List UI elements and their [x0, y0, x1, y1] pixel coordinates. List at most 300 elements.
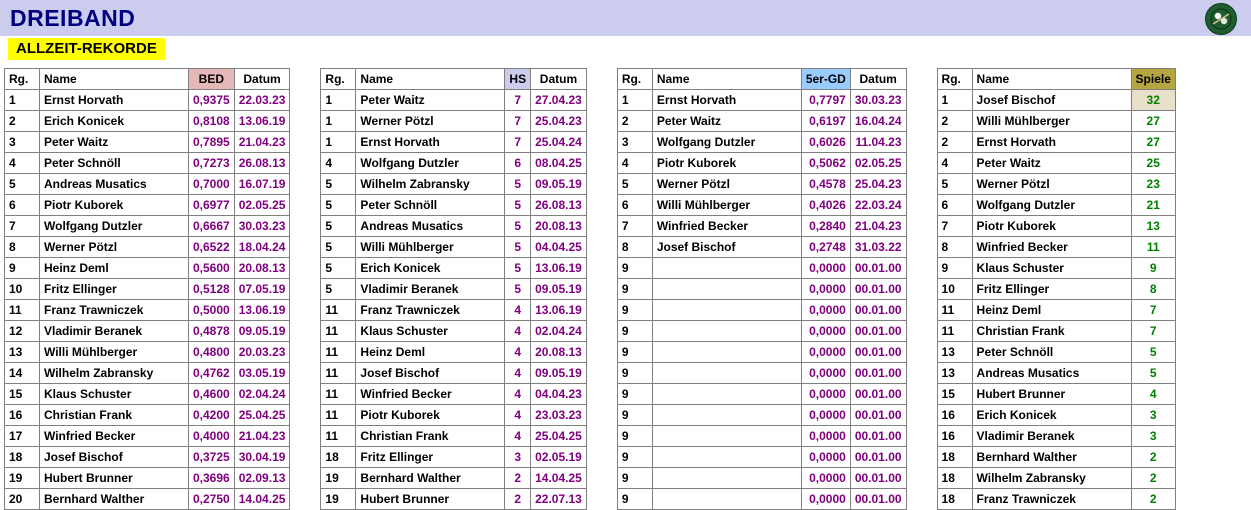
table-row	[937, 237, 1175, 258]
cell-value: 0,0000	[801, 405, 850, 426]
cell-rank: 9	[937, 258, 972, 279]
cell-name: Piotr Kuborek	[40, 195, 189, 216]
table-row	[5, 321, 290, 342]
cell-name: Winfried Becker	[356, 384, 505, 405]
cell-name: Josef Bischof	[652, 237, 801, 258]
table-row	[617, 468, 906, 489]
table-row	[937, 300, 1175, 321]
table-row	[5, 174, 290, 195]
table-row	[5, 405, 290, 426]
cell-value: 27	[1131, 132, 1175, 153]
cell-date: 25.04.23	[850, 174, 906, 195]
cell-value: 0,5600	[189, 258, 235, 279]
cell-rank: 2	[937, 111, 972, 132]
cell-rank: 7	[617, 216, 652, 237]
column-header-rank: Rg.	[617, 69, 652, 90]
table-body-bed	[5, 90, 290, 510]
cell-value: 0,0000	[801, 258, 850, 279]
table-row	[937, 153, 1175, 174]
table-row	[321, 468, 586, 489]
cell-name: Piotr Kuborek	[652, 153, 801, 174]
cell-rank: 16	[937, 426, 972, 447]
table-row	[5, 195, 290, 216]
cell-name	[652, 321, 801, 342]
cell-value: 2	[505, 468, 531, 489]
table-body-hs	[321, 90, 586, 510]
cell-rank: 11	[321, 300, 356, 321]
cell-name: Wolfgang Dutzler	[356, 153, 505, 174]
subtitle-row	[0, 36, 1251, 62]
table-row	[617, 384, 906, 405]
cell-value: 4	[505, 300, 531, 321]
table-row	[5, 90, 290, 111]
cell-value: 0,0000	[801, 279, 850, 300]
table-row	[5, 153, 290, 174]
table-row	[617, 279, 906, 300]
table-row	[617, 300, 906, 321]
cell-name: Vladimir Beranek	[40, 321, 189, 342]
cell-name	[652, 489, 801, 510]
table-row	[321, 279, 586, 300]
cell-date: 31.03.22	[850, 237, 906, 258]
cell-value: 13	[1131, 216, 1175, 237]
cell-name: Willi Mühlberger	[972, 111, 1131, 132]
cell-rank: 5	[5, 174, 40, 195]
cell-rank: 5	[617, 174, 652, 195]
table-row	[937, 426, 1175, 447]
cell-date: 30.03.23	[234, 216, 290, 237]
table-row	[617, 447, 906, 468]
table-row	[937, 258, 1175, 279]
cell-rank: 9	[617, 426, 652, 447]
cell-date: 16.04.24	[850, 111, 906, 132]
table-row	[5, 300, 290, 321]
cell-date: 22.03.23	[234, 90, 290, 111]
cell-name	[652, 468, 801, 489]
cell-name: Heinz Deml	[972, 300, 1131, 321]
cell-value: 5	[505, 237, 531, 258]
cell-date: 26.08.13	[234, 153, 290, 174]
cell-value: 4	[505, 384, 531, 405]
cell-value: 2	[1131, 468, 1175, 489]
cell-name: Josef Bischof	[40, 447, 189, 468]
cell-value: 5	[1131, 342, 1175, 363]
cell-name: Werner Pötzl	[652, 174, 801, 195]
cell-value: 7	[505, 132, 531, 153]
table-row	[937, 447, 1175, 468]
cell-rank: 5	[321, 258, 356, 279]
table-row	[937, 132, 1175, 153]
cell-rank: 5	[321, 279, 356, 300]
cell-value: 0,9375	[189, 90, 235, 111]
cell-rank: 11	[321, 342, 356, 363]
column-header-gd5: 5er-GD	[801, 69, 850, 90]
table-row	[5, 489, 290, 510]
cell-value: 0,5000	[189, 300, 235, 321]
cell-name: Hubert Brunner	[40, 468, 189, 489]
table-row	[5, 237, 290, 258]
cell-date: 08.04.25	[531, 153, 587, 174]
cell-date: 13.06.19	[531, 258, 587, 279]
cell-value: 4	[505, 363, 531, 384]
table-row	[617, 111, 906, 132]
cell-rank: 9	[617, 405, 652, 426]
cell-value: 5	[505, 279, 531, 300]
page-subtitle: ALLZEIT-REKORDE	[8, 38, 165, 60]
page-header	[0, 0, 1251, 36]
table-gd5	[617, 68, 907, 510]
cell-date: 04.04.23	[531, 384, 587, 405]
cell-value: 0,2750	[189, 489, 235, 510]
cell-name: Vladimir Beranek	[972, 426, 1131, 447]
table-row	[617, 489, 906, 510]
table-row	[617, 258, 906, 279]
cell-name: Wilhelm Zabransky	[972, 468, 1131, 489]
cell-name: Fritz Ellinger	[972, 279, 1131, 300]
column-header-bed: BED	[189, 69, 235, 90]
table-row	[321, 384, 586, 405]
cell-rank: 6	[5, 195, 40, 216]
table-bed	[4, 68, 290, 510]
table-row	[5, 258, 290, 279]
cell-name	[652, 342, 801, 363]
table-row	[321, 321, 586, 342]
cell-rank: 9	[617, 384, 652, 405]
cell-rank: 1	[617, 90, 652, 111]
cell-name: Andreas Musatics	[972, 363, 1131, 384]
cell-name: Willi Mühlberger	[356, 237, 505, 258]
cell-value: 9	[1131, 258, 1175, 279]
cell-name: Hubert Brunner	[356, 489, 505, 510]
cell-value: 0,3725	[189, 447, 235, 468]
table-row	[617, 342, 906, 363]
cell-value: 0,6977	[189, 195, 235, 216]
cell-rank: 1	[321, 132, 356, 153]
cell-date: 03.05.19	[234, 363, 290, 384]
column-header-datum: Datum	[531, 69, 587, 90]
cell-date: 00.01.00	[850, 384, 906, 405]
cell-rank: 1	[321, 111, 356, 132]
cell-rank: 11	[321, 426, 356, 447]
cell-value: 8	[1131, 279, 1175, 300]
table-row	[937, 279, 1175, 300]
cell-date: 07.05.19	[234, 279, 290, 300]
column-header-hs: HS	[505, 69, 531, 90]
cell-name: Klaus Schuster	[40, 384, 189, 405]
cell-rank: 5	[321, 216, 356, 237]
column-header-spiele: Spiele	[1131, 69, 1175, 90]
club-logo-icon	[1205, 3, 1237, 35]
table-row	[617, 153, 906, 174]
cell-name: Peter Schnöll	[972, 342, 1131, 363]
cell-name: Ernst Horvath	[972, 132, 1131, 153]
table-row	[321, 342, 586, 363]
cell-rank: 4	[5, 153, 40, 174]
cell-date: 11.04.23	[850, 132, 906, 153]
cell-name: Wolfgang Dutzler	[972, 195, 1131, 216]
table-row	[5, 447, 290, 468]
cell-date: 13.06.19	[531, 300, 587, 321]
cell-value: 0,4762	[189, 363, 235, 384]
cell-rank: 9	[617, 342, 652, 363]
cell-date: 13.06.19	[234, 111, 290, 132]
cell-date: 22.07.13	[531, 489, 587, 510]
table-row	[321, 153, 586, 174]
table-row	[321, 405, 586, 426]
cell-date: 02.04.24	[234, 384, 290, 405]
page-title: DREIBAND	[10, 4, 136, 31]
table-row	[937, 363, 1175, 384]
cell-name: Josef Bischof	[356, 363, 505, 384]
cell-name: Winfried Becker	[40, 426, 189, 447]
cell-value: 0,4578	[801, 174, 850, 195]
cell-name: Ernst Horvath	[40, 90, 189, 111]
cell-rank: 5	[321, 237, 356, 258]
cell-rank: 12	[5, 321, 40, 342]
cell-rank: 15	[937, 384, 972, 405]
table-row	[937, 111, 1175, 132]
cell-name: Hubert Brunner	[972, 384, 1131, 405]
table-row	[937, 216, 1175, 237]
cell-name: Wilhelm Zabransky	[356, 174, 505, 195]
cell-value: 4	[505, 405, 531, 426]
cell-name: Heinz Deml	[40, 258, 189, 279]
cell-rank: 3	[5, 132, 40, 153]
cell-value: 0,7273	[189, 153, 235, 174]
cell-rank: 19	[321, 489, 356, 510]
table-row	[617, 132, 906, 153]
cell-rank: 9	[617, 447, 652, 468]
cell-date: 16.07.19	[234, 174, 290, 195]
cell-value: 32	[1131, 90, 1175, 111]
cell-rank: 9	[617, 363, 652, 384]
cell-name: Erich Konicek	[40, 111, 189, 132]
cell-name	[652, 405, 801, 426]
cell-name: Bernhard Walther	[356, 468, 505, 489]
cell-rank: 18	[321, 447, 356, 468]
table-row	[617, 195, 906, 216]
records-tables	[0, 62, 1251, 510]
cell-name: Peter Waitz	[972, 153, 1131, 174]
cell-rank: 19	[321, 468, 356, 489]
cell-value: 0,0000	[801, 426, 850, 447]
cell-rank: 9	[617, 300, 652, 321]
cell-value: 0,2840	[801, 216, 850, 237]
cell-name: Bernhard Walther	[972, 447, 1131, 468]
cell-value: 2	[505, 489, 531, 510]
table-row	[5, 111, 290, 132]
cell-rank: 20	[5, 489, 40, 510]
cell-date: 21.04.23	[234, 426, 290, 447]
cell-date: 00.01.00	[850, 363, 906, 384]
cell-name: Klaus Schuster	[356, 321, 505, 342]
cell-date: 20.08.13	[531, 216, 587, 237]
cell-date: 18.04.24	[234, 237, 290, 258]
cell-value: 3	[505, 447, 531, 468]
cell-name	[652, 258, 801, 279]
table-row	[321, 237, 586, 258]
cell-value: 0,5062	[801, 153, 850, 174]
cell-value: 5	[505, 216, 531, 237]
cell-value: 7	[505, 90, 531, 111]
cell-rank: 2	[5, 111, 40, 132]
cell-name: Heinz Deml	[356, 342, 505, 363]
table-row	[937, 384, 1175, 405]
cell-date: 00.01.00	[850, 489, 906, 510]
cell-name: Franz Trawniczek	[40, 300, 189, 321]
cell-rank: 4	[617, 153, 652, 174]
cell-date: 02.05.25	[234, 195, 290, 216]
cell-value: 0,6026	[801, 132, 850, 153]
cell-date: 14.04.25	[234, 489, 290, 510]
cell-name: Ernst Horvath	[356, 132, 505, 153]
cell-date: 00.01.00	[850, 342, 906, 363]
cell-date: 09.05.19	[234, 321, 290, 342]
column-header-rank: Rg.	[937, 69, 972, 90]
cell-value: 7	[505, 111, 531, 132]
cell-rank: 9	[617, 279, 652, 300]
cell-name: Klaus Schuster	[972, 258, 1131, 279]
table-row	[321, 300, 586, 321]
cell-name: Peter Waitz	[356, 90, 505, 111]
cell-rank: 3	[617, 132, 652, 153]
cell-rank: 1	[937, 90, 972, 111]
cell-rank: 11	[937, 321, 972, 342]
cell-rank: 9	[617, 258, 652, 279]
cell-date: 26.08.13	[531, 195, 587, 216]
cell-date: 00.01.00	[850, 300, 906, 321]
cell-value: 5	[1131, 363, 1175, 384]
table-hs	[320, 68, 586, 510]
cell-date: 09.05.19	[531, 363, 587, 384]
table-row	[937, 90, 1175, 111]
table-row	[937, 489, 1175, 510]
cell-name	[652, 447, 801, 468]
table-body-spiele	[937, 90, 1175, 510]
cell-date: 09.05.19	[531, 279, 587, 300]
cell-value: 5	[505, 174, 531, 195]
cell-value: 0,0000	[801, 300, 850, 321]
cell-value: 0,6667	[189, 216, 235, 237]
table-row	[5, 363, 290, 384]
cell-date: 00.01.00	[850, 321, 906, 342]
table-row	[5, 279, 290, 300]
cell-rank: 1	[5, 90, 40, 111]
cell-value: 0,3696	[189, 468, 235, 489]
cell-rank: 18	[937, 447, 972, 468]
cell-value: 0,4200	[189, 405, 235, 426]
table-row	[321, 111, 586, 132]
cell-name: Erich Konicek	[972, 405, 1131, 426]
cell-rank: 10	[937, 279, 972, 300]
table-row	[321, 426, 586, 447]
cell-value: 0,0000	[801, 384, 850, 405]
cell-rank: 16	[5, 405, 40, 426]
cell-date: 00.01.00	[850, 279, 906, 300]
cell-value: 7	[1131, 300, 1175, 321]
cell-name: Piotr Kuborek	[972, 216, 1131, 237]
cell-name: Franz Trawniczek	[972, 489, 1131, 510]
cell-rank: 13	[937, 342, 972, 363]
cell-rank: 1	[321, 90, 356, 111]
cell-rank: 8	[617, 237, 652, 258]
cell-value: 5	[505, 258, 531, 279]
cell-date: 27.04.23	[531, 90, 587, 111]
table-header-row	[5, 69, 290, 90]
cell-value: 0,6522	[189, 237, 235, 258]
table-row	[5, 384, 290, 405]
cell-date: 02.04.24	[531, 321, 587, 342]
cell-value: 0,0000	[801, 447, 850, 468]
cell-name: Winfried Becker	[652, 216, 801, 237]
column-header-datum: Datum	[234, 69, 290, 90]
cell-date: 09.05.19	[531, 174, 587, 195]
cell-name	[652, 279, 801, 300]
table-row	[937, 468, 1175, 489]
cell-name	[652, 426, 801, 447]
cell-value: 0,4000	[189, 426, 235, 447]
cell-date: 00.01.00	[850, 468, 906, 489]
cell-rank: 18	[5, 447, 40, 468]
cell-rank: 5	[321, 174, 356, 195]
cell-name: Christian Frank	[40, 405, 189, 426]
cell-rank: 16	[937, 405, 972, 426]
cell-date: 25.04.25	[531, 426, 587, 447]
cell-date: 30.03.23	[850, 90, 906, 111]
cell-value: 0,0000	[801, 468, 850, 489]
cell-value: 0,7797	[801, 90, 850, 111]
cell-value: 4	[1131, 384, 1175, 405]
table-row	[617, 426, 906, 447]
cell-value: 0,7895	[189, 132, 235, 153]
table-row	[617, 321, 906, 342]
cell-date: 20.08.13	[531, 342, 587, 363]
cell-date: 00.01.00	[850, 405, 906, 426]
cell-value: 6	[505, 153, 531, 174]
cell-name	[652, 300, 801, 321]
table-row	[937, 342, 1175, 363]
cell-date: 14.04.25	[531, 468, 587, 489]
cell-rank: 8	[937, 237, 972, 258]
column-header-datum: Datum	[850, 69, 906, 90]
cell-value: 3	[1131, 426, 1175, 447]
cell-name: Erich Konicek	[356, 258, 505, 279]
cell-name: Andreas Musatics	[40, 174, 189, 195]
table-header-row	[617, 69, 906, 90]
table-row	[321, 132, 586, 153]
column-header-name: Name	[972, 69, 1131, 90]
cell-value: 5	[505, 195, 531, 216]
cell-date: 23.03.23	[531, 405, 587, 426]
cell-rank: 10	[5, 279, 40, 300]
table-body-gd5	[617, 90, 906, 510]
cell-value: 0,4600	[189, 384, 235, 405]
cell-date: 04.04.25	[531, 237, 587, 258]
cell-rank: 18	[937, 489, 972, 510]
table-row	[321, 216, 586, 237]
cell-rank: 7	[5, 216, 40, 237]
cell-name: Werner Pötzl	[972, 174, 1131, 195]
cell-date: 20.08.13	[234, 258, 290, 279]
cell-rank: 7	[937, 216, 972, 237]
cell-value: 0,4878	[189, 321, 235, 342]
cell-rank: 13	[937, 363, 972, 384]
table-row	[321, 258, 586, 279]
cell-date: 22.03.24	[850, 195, 906, 216]
cell-rank: 11	[937, 300, 972, 321]
cell-name	[652, 384, 801, 405]
cell-rank: 6	[617, 195, 652, 216]
